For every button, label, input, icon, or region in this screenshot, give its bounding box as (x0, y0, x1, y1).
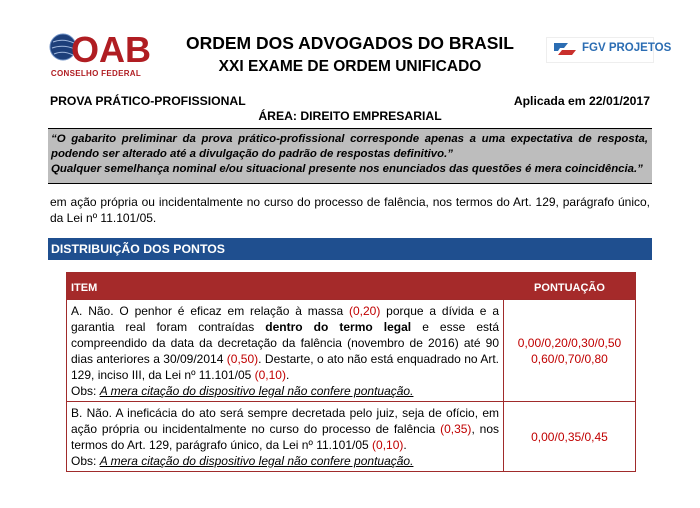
score-span: (0,35) (440, 422, 472, 436)
obs-text: A mera citação do dispositivo legal não confere pontuação. (99, 454, 414, 468)
column-header-item: ITEM (71, 282, 98, 294)
exam-area: ÁREA: DIREITO EMPRESARIAL (258, 109, 442, 123)
table-header (67, 273, 635, 299)
header-subtitle: XXI EXAME DE ORDEM UNIFICADO (218, 58, 482, 75)
disclaimer-line-1: “O gabarito preliminar da prova prático-profissional corresponde apenas a uma expectativa de resposta, podendo ser alterado até a divulgação do padrão de respostas definitivo.” (51, 133, 648, 160)
item-cell-b (67, 402, 504, 471)
score-span: (0,10) (254, 368, 286, 382)
header-title: ORDEM DOS ADVOGADOS DO BRASIL (186, 33, 514, 53)
score-span: (0,10) (372, 438, 404, 452)
points-value: 0,00/0,35/0,45 (531, 429, 608, 444)
column-header-points: PONTUAÇÃO (534, 282, 605, 294)
continuation-paragraph: em ação própria ou incidentalmente no curso do processo de falência, nos termos do Art. 129, parágrafo único, da Lei nº 11.101/05. (50, 195, 650, 225)
text-span: e esse está compreendido da data da decretação da falência (novembro de 2016) até 90 dias anteriores a 30/09/2014 (71, 320, 499, 366)
disclaimer-notice (48, 128, 652, 184)
text-span: . (403, 438, 407, 452)
points-cell-b (504, 402, 635, 471)
text-span: B. Não. A ineficácia do ato será sempre decretada pelo juiz, seja de ofício, em ação própria ou incidentalmente no curso do processo de falência (71, 406, 499, 436)
bold-span: dentro do termo legal (265, 320, 412, 334)
text-span: . Destarte, o ato não está enquadrado no Art. 129, inciso III, da Lei nº 11.101/05 (71, 352, 499, 382)
points-table (66, 272, 636, 472)
points-value: 0,60/0,70/0,80 (531, 351, 608, 366)
oab-logo-text: OAB (71, 29, 151, 70)
section-title: DISTRIBUIÇÃO DOS PONTOS (51, 242, 225, 256)
text-span: porque a dívida e a garantia real foram contraídas (71, 304, 499, 334)
obs-label: Obs: (71, 454, 100, 468)
table-row (67, 401, 635, 471)
exam-type: PROVA PRÁTICO-PROFISSIONAL (50, 94, 246, 108)
text-span: . (285, 368, 290, 382)
points-cell-a (504, 300, 635, 401)
oab-logo-subtitle: CONSELHO FEDERAL (50, 69, 142, 78)
exam-date: Aplicada em 22/01/2017 (513, 94, 650, 108)
obs-text: A mera citação do dispositivo legal não confere pontuação. (99, 384, 414, 398)
item-cell-a (67, 300, 504, 401)
obs-label: Obs: (71, 384, 100, 398)
text-span: A. Não. O penhor é eficaz em relação à massa (71, 304, 349, 318)
disclaimer-line-2: Qualquer semelhança nominal e/ou situacional presente nos enunciados das questões é mera coincidência.” (51, 163, 643, 175)
points-value: 0,00/0,20/0,30/0,50 (517, 335, 622, 350)
score-span: (0,20) (348, 304, 381, 318)
text-span: , nos termos do Art. 129, parágrafo único, da Lei nº 11.101/05 (71, 422, 500, 452)
fgv-logo-text: FGV PROJETOS (582, 42, 672, 54)
fgv-mark-icon (554, 41, 578, 57)
score-span: (0,50) (226, 352, 259, 366)
table-row (67, 299, 635, 401)
